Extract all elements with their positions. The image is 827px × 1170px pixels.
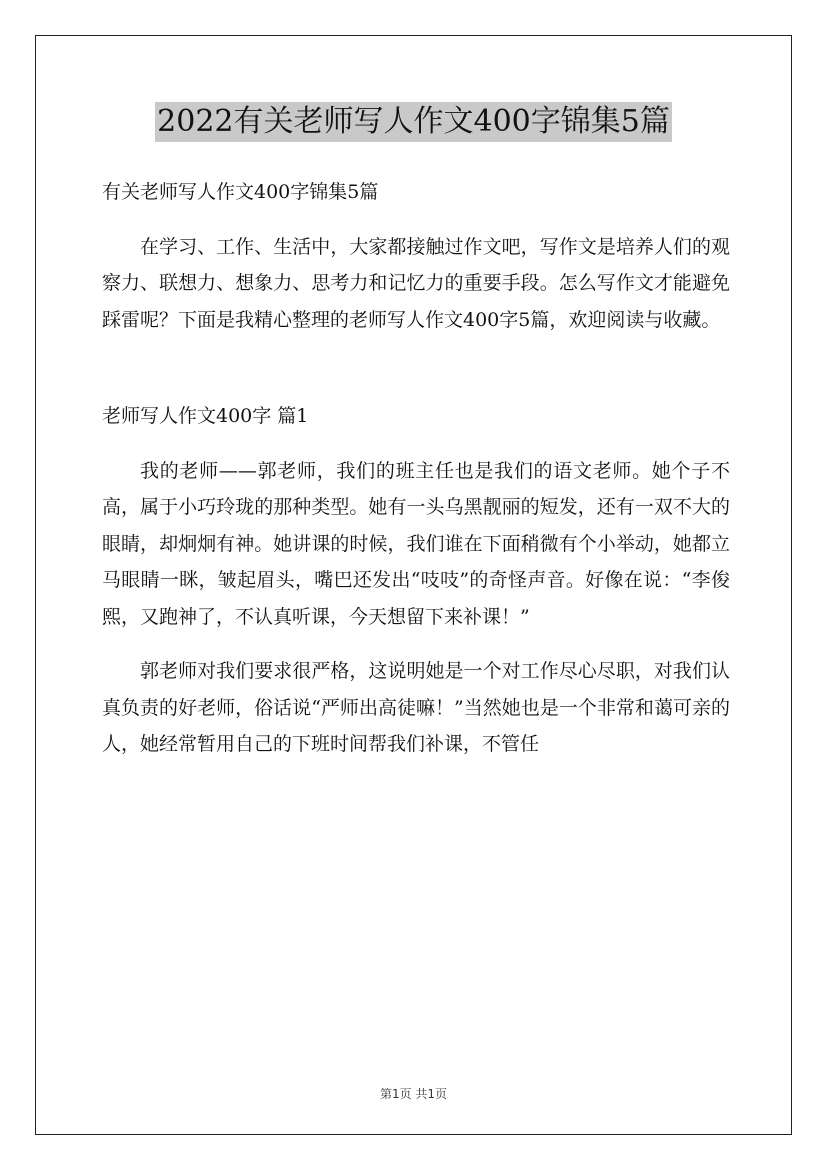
body-paragraph: 我的老师——郭老师，我们的班主任也是我们的语文老师。她个子不高，属于小巧玲珑的那种类型。她有一头乌黑靓丽的短发，还有一双不大的眼睛，却炯炯有神。她讲课的时候，我们谁在下面稍微有个小举动，她都立马眼睛一眯，皱起眉头，嘴巴还发出“吱吱”的奇怪声音。好像在说：“李俊熙，又跑神了，不认真听课，今天想留下来补课！” [102, 459, 730, 628]
document-body [102, 174, 730, 763]
document-title [0, 101, 827, 142]
document-subtitle: 有关老师写人作文400字锦集5篇 [102, 181, 379, 203]
page-footer: 第1页 共1页 [379, 1087, 448, 1101]
body-paragraph: 郭老师对我们要求很严格，这说明她是一个对工作尽心尽职，对我们认真负责的好老师，俗话说“严师出高徒嘛！”当然她也是一个非常和蔼可亲的人，她经常暂用自己的下班时间帮我们补课，不管任 [102, 660, 730, 755]
document-title-text: 2022有关老师写人作文400字锦集5篇 [155, 102, 672, 142]
section-heading: 老师写人作文400字 篇1 [102, 405, 309, 427]
intro-paragraph: 在学习、工作、生活中，大家都接触过作文吧，写作文是培养人们的观察力、联想力、想象力、思考力和记忆力的重要手段。怎么写作文才能避免踩雷呢？下面是我精心整理的老师写人作文400字5篇，欢迎阅读与收藏。 [102, 235, 730, 331]
